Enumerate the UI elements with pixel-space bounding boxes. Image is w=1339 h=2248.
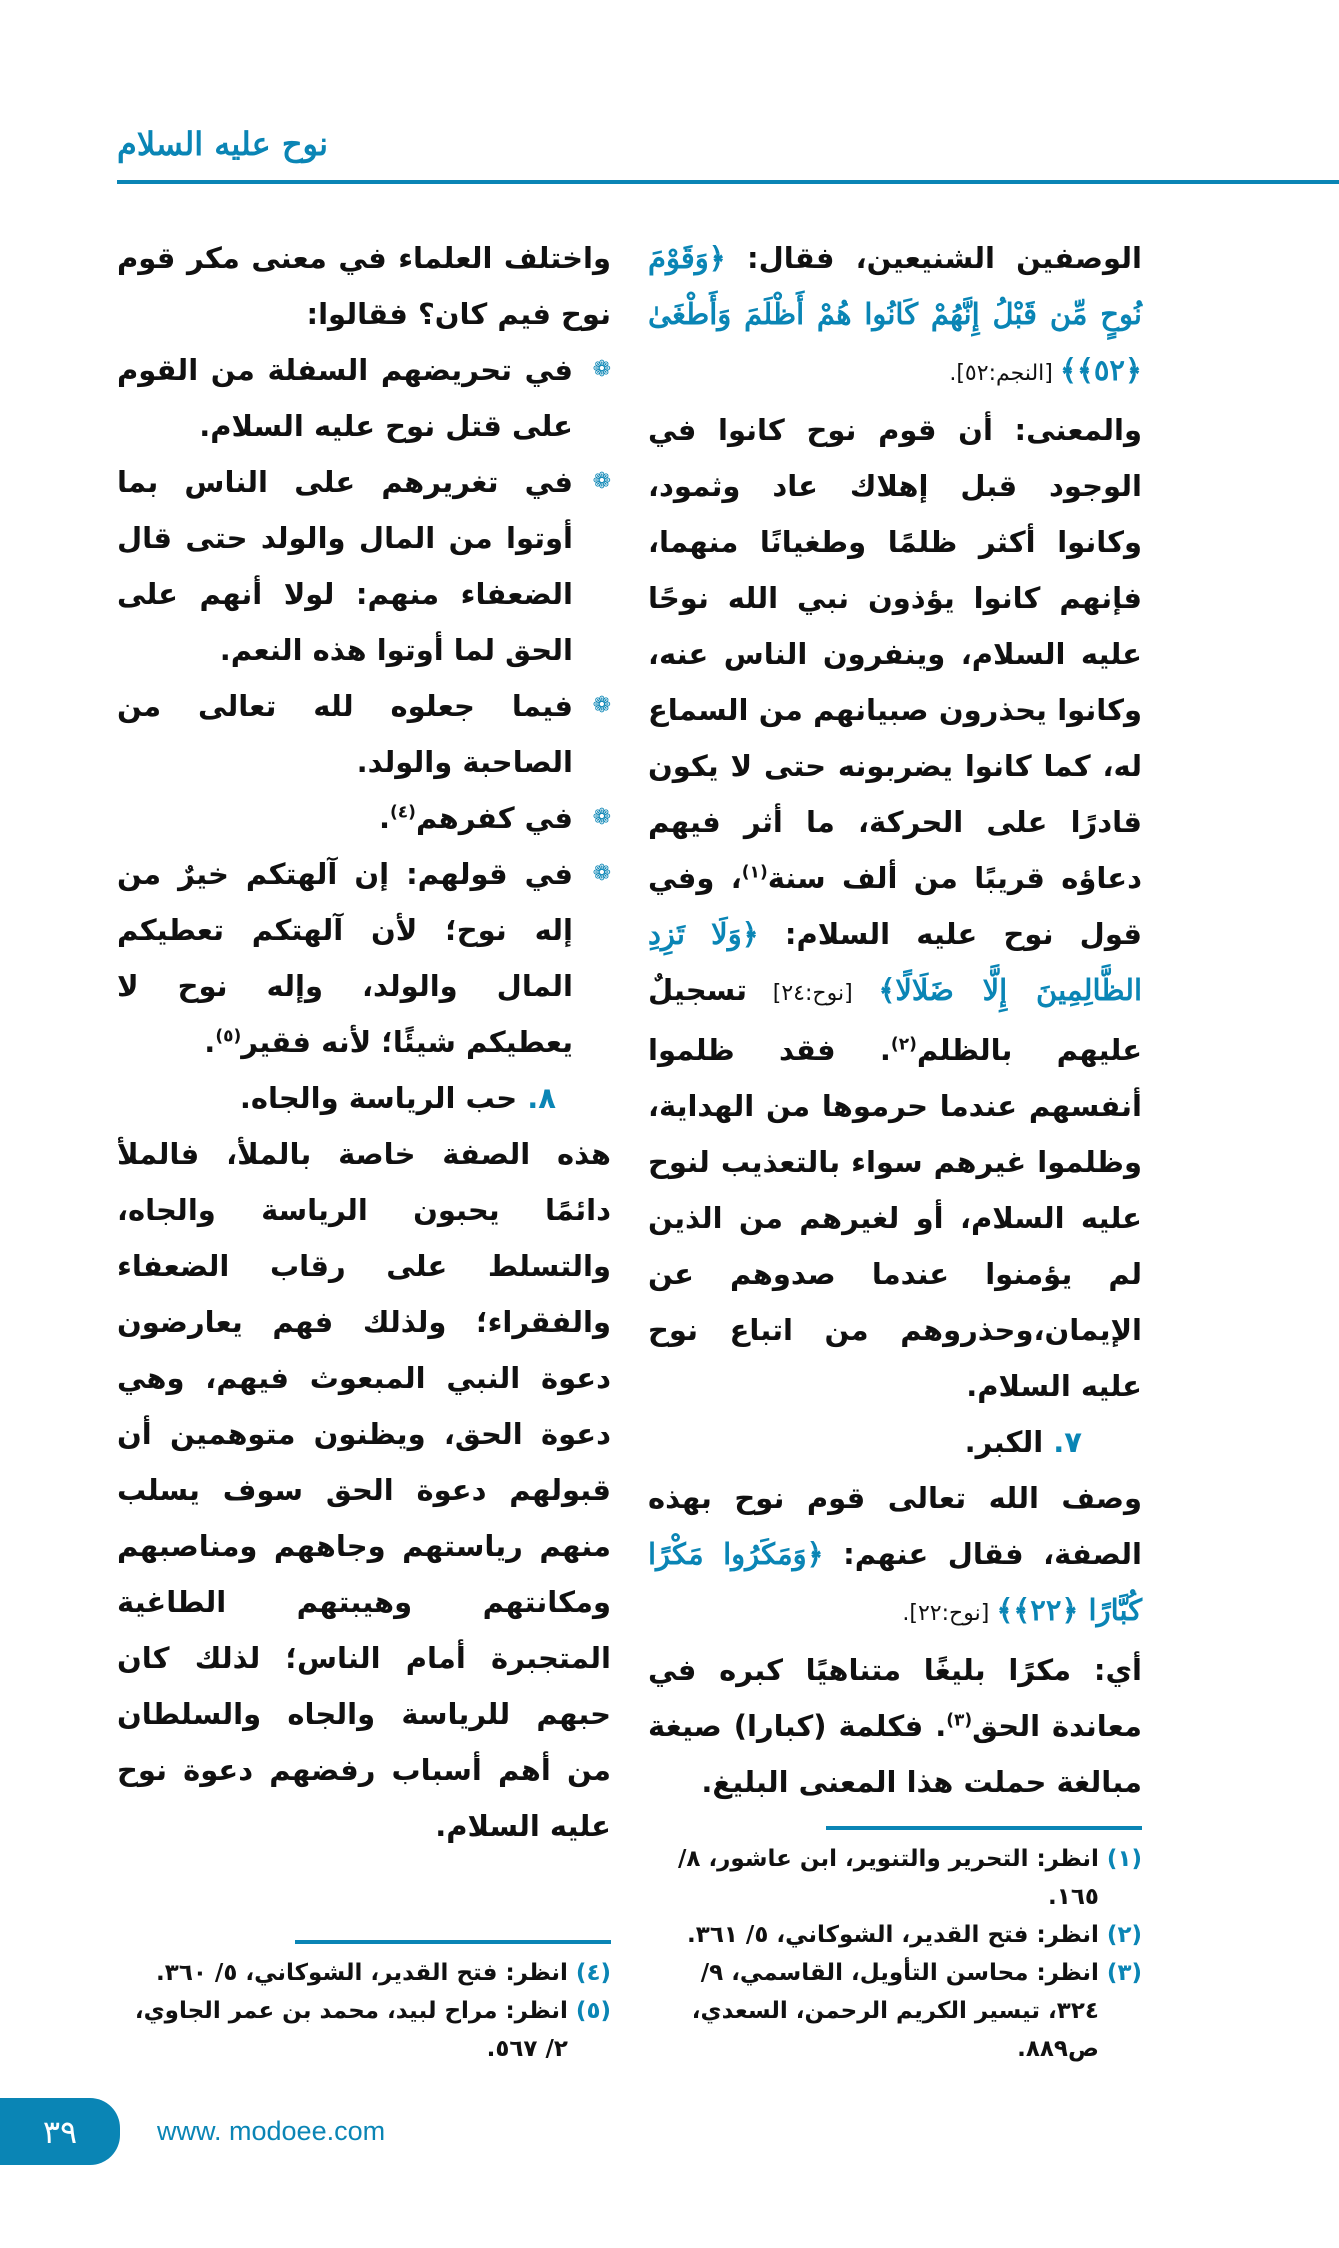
paragraph: هذه الصفة خاصة بالملأ، فالملأ دائمًا يحبون الرياسة والجاه، والتسلط على رقاب الضعفاء والفقراء؛ ولذلك فهم يعارضون دعوة النبي المبعوث فيهم، وهي دعوة الحق، ويظنون متوهمين أن قبولهم دعوة الحق سوف يسلب منهم رياستهم وجاههم ومناصبهم ومكانتهم وهيبتهم الطاغية المتجبرة أمام الناس؛ لذلك كان حبهم للرياسة والجاه والسلطان من أهم أسباب رفضهم دعوة نوح عليه السلام. [117, 1137, 611, 1843]
period: . [378, 801, 390, 835]
page-header [0, 0, 1339, 230]
footnote-text: انظر: فتح القدير، الشوكاني، ٥/ ٣٦٠. [156, 1960, 568, 1986]
footnote [117, 1954, 611, 1992]
list-item [117, 342, 611, 454]
text: ، وفي قول نوح عليه السلام: [648, 861, 1142, 951]
text: وصف الله تعالى قوم نوح بهذه الصفة، فقال عنهم: [648, 1481, 1143, 1571]
text: الوصفين الشنيعين، فقال: [725, 241, 1142, 275]
footnote-number: (٤) [575, 1960, 611, 1986]
footnote-text: انظر: محاسن التأويل، القاسمي، ٩/ ٣٢٤، تيسير الكريم الرحمن، السعدي، ص٨٨٩. [691, 1960, 1099, 2062]
verse-reference: [نوح:٢٢]. [902, 1601, 997, 1626]
text: والمعنى: أن قوم نوح كانوا في الوجود قبل إهلاك عاد وثمود، وكانوا أكثر ظلمًا وطغيانًا منهما، فإنهم كانوا يؤذون نبي الله نوحًا عليه السلام، وينفرون الناس عنه، وكانوا يحذرون صبيانهم من السماع له، كما كانوا يضربونه حتى لا يكون قادرًا على الحركة، ما أثر فيهم دعاؤه قريبًا من ألف سنة [648, 413, 1142, 895]
footnote-ref[interactable]: (٥) [215, 1026, 242, 1047]
list-item-text: في قولهم: إن آلهتكم خيرٌ من إله نوح؛ لأن آلهتكم تعطيكم المال والولد، وإله نوح لا يعطيكم شيئًا؛ لأنه فقير [117, 857, 573, 1059]
list-item [117, 790, 611, 846]
section-heading-7 [648, 1414, 1142, 1470]
right-footnotes-block [648, 1810, 1142, 2068]
text: . فقد ظلموا أنفسهم عندما حرموها من الهداية، وظلموا غيرهم سواء بالتعذيب لنوح عليه السلام، أو لغيرهم من الذين لم يؤمنوا عندما صدوهم عن الإيمان،وحذروهم من اتباع نوح عليه السلام. [648, 1033, 1142, 1403]
right-column [648, 230, 1142, 2068]
paragraph [648, 402, 1142, 1414]
footnote-number: (٥) [575, 1998, 611, 2024]
list-item [117, 846, 611, 1070]
right-column-body [648, 230, 1142, 1810]
footnote [648, 1840, 1142, 1916]
flower-bullet-icon: ❁ [592, 861, 611, 886]
left-footnotes [117, 1954, 611, 2068]
footnote-ref[interactable]: (٢) [890, 1034, 917, 1055]
footnote-ref[interactable]: (١) [741, 862, 768, 883]
list-item [117, 454, 611, 678]
period: . [204, 1025, 216, 1059]
footnote-number: (٣) [1106, 1960, 1142, 1986]
list-item [117, 678, 611, 790]
right-footnotes [648, 1840, 1142, 2068]
quran-verse: ﴿وَمَكَرُوا مَكْرًا كُبَّارًا ﴿٢٢﴾﴾ [648, 1537, 1142, 1627]
heading-number: ٧. [1053, 1425, 1082, 1459]
section-heading-8 [117, 1070, 611, 1126]
verse-reference: [نوح:٢٤] [747, 981, 879, 1006]
footnote-number: (٢) [1106, 1922, 1142, 1948]
footnote-separator [826, 1826, 1142, 1830]
text: تسجيلٌ عليهم بالظلم [648, 973, 1143, 1067]
footnote-separator [295, 1940, 611, 1944]
footnote-text: انظر: فتح القدير، الشوكاني، ٥/ ٣٦١. [687, 1922, 1099, 1948]
heading-text: الكبر. [964, 1425, 1054, 1459]
left-column-body [117, 230, 611, 1854]
paragraph: واختلف العلماء في معنى مكر قوم نوح فيم كان؟ فقالوا: [117, 241, 611, 331]
footnote-number: (١) [1106, 1846, 1142, 1872]
text: أي: مكرًا بليغًا متناهيًا كبره في معاندة الحق [648, 1653, 1142, 1743]
flower-bullet-icon: ❁ [592, 357, 611, 382]
footnote-ref[interactable]: (٣) [946, 1710, 973, 1731]
flower-bullet-icon: ❁ [592, 693, 611, 718]
footnote-text: انظر: مراح لبيد، محمد بن عمر الجاوي، ٢/ ٥٦٧. [134, 1998, 568, 2062]
list-item-text: فيما جعلوه لله تعالى من الصاحبة والولد. [117, 689, 573, 779]
footnote [117, 1992, 611, 2068]
verse-reference: [النجم:٥٢]. [949, 361, 1060, 386]
page-footer [0, 2098, 1339, 2248]
text: . فكلمة (كبارا) صيغة مبالغة حملت هذا المعنى البليغ. [648, 1709, 1142, 1799]
list-item-text: في تغريرهم على الناس بما أوتوا من المال والولد حتى قال الضعفاء منهم: لولا أنهم على الحق لما أوتوا هذه النعم. [117, 465, 573, 667]
left-footnotes-block [117, 1924, 611, 2068]
paragraph [648, 230, 1142, 402]
chapter-title: نوح عليه السلام [117, 125, 328, 163]
page-number: ٣٩ [0, 2098, 120, 2165]
left-column [117, 230, 611, 2068]
website-url[interactable]: www. modoee.com [157, 2116, 386, 2146]
footnote-ref[interactable]: (٤) [389, 802, 416, 823]
flower-bullet-icon: ❁ [592, 469, 611, 494]
quran-verse: ﴿وَلَا تَزِدِ الظَّالِمِينَ إِلَّا ضَلَالًا﴾ [648, 917, 1142, 1007]
list-item-text: في كفرهم [415, 801, 573, 835]
heading-text: حب الرياسة والجاه. [239, 1081, 528, 1115]
columns [117, 230, 1142, 2068]
footnote [648, 1954, 1142, 2068]
footnote-text: انظر: التحرير والتنوير، ابن عاشور، ٨/ ١٦٥. [677, 1846, 1099, 1910]
flower-bullet-icon: ❁ [592, 805, 611, 830]
quran-verse: ﴿وَقَوْمَ نُوحٍ مِّن قَبْلُ إِنَّهُمْ كَانُوا هُمْ أَظْلَمَ وَأَطْغَىٰ ﴿٥٢﴾﴾ [648, 241, 1142, 387]
footnote [648, 1916, 1142, 1954]
paragraph [648, 1642, 1142, 1810]
list-item-text: في تحريضهم السفلة من القوم على قتل نوح عليه السلام. [117, 353, 573, 443]
header-rule [117, 180, 1339, 184]
heading-number: ٨. [527, 1081, 556, 1115]
paragraph [648, 1470, 1142, 1642]
